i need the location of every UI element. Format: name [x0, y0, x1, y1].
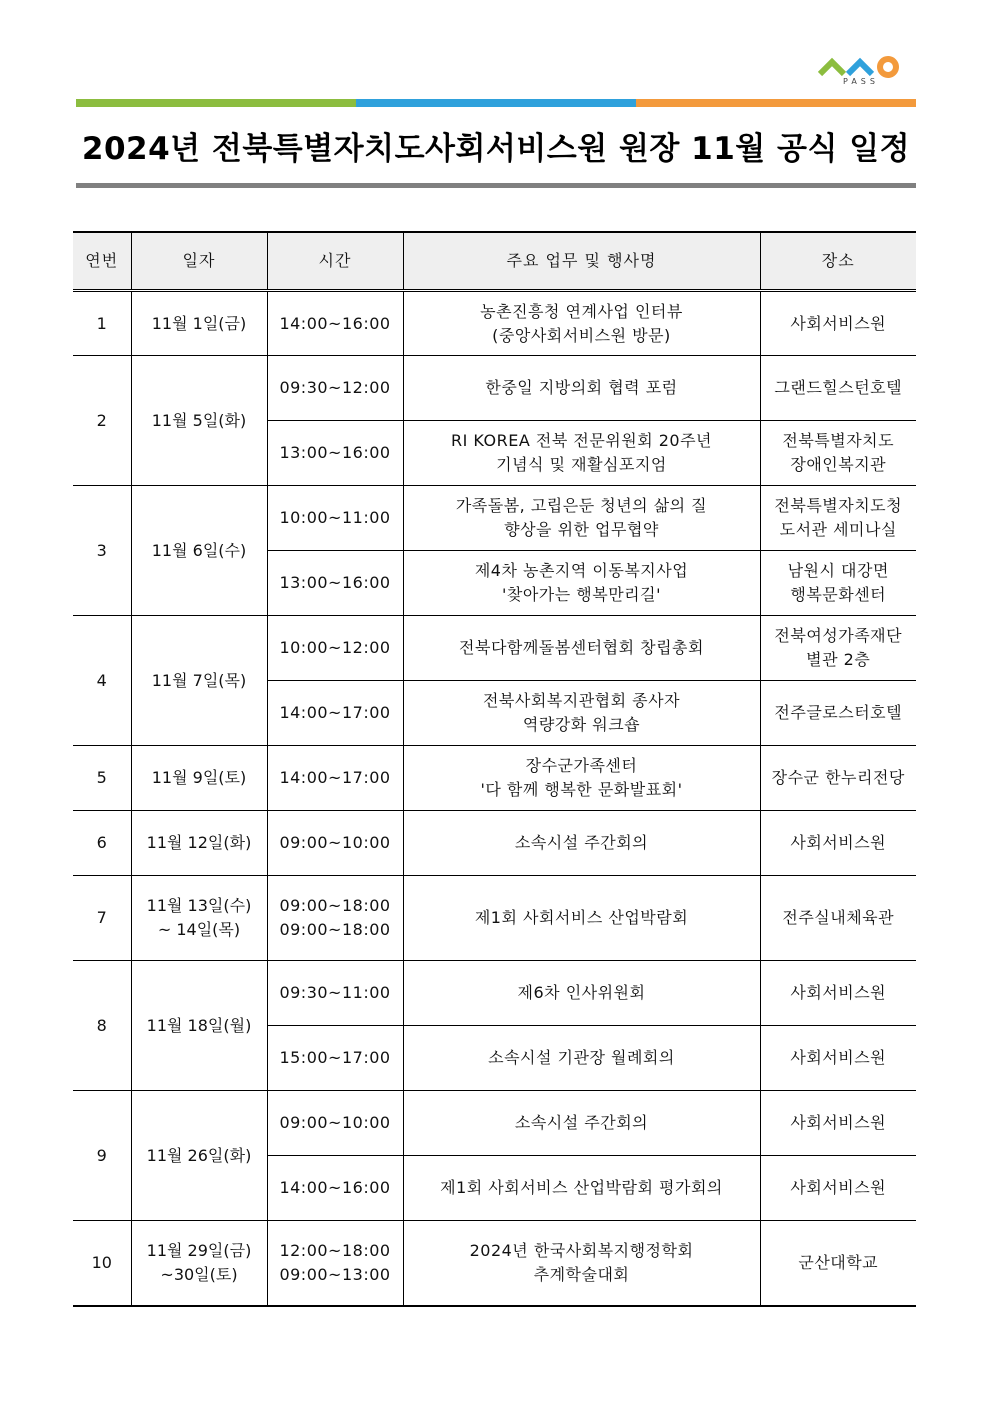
header-date: 일자 [131, 232, 267, 291]
row-event-line: '찾아가는 행복만리길' [502, 585, 661, 604]
row-place-line: 군산대학교 [798, 1252, 879, 1272]
row-time [267, 1091, 403, 1156]
row-event-line: 2024년 한국사회복지행정학회 [469, 1240, 694, 1260]
row-event-line: 역량강화 워크숍 [522, 715, 641, 734]
row-event [403, 681, 760, 746]
row-place-line: 별관 2층 [806, 650, 871, 669]
table-row [73, 811, 916, 876]
row-event-line: 제1회 사회서비스 산업박람회 평가회의 [440, 1178, 723, 1197]
row-time [267, 551, 403, 616]
row-time [267, 811, 403, 876]
header-time: 시간 [267, 232, 403, 291]
row-time-line: 09:00~18:00 [279, 896, 391, 915]
row-date-line: 11월 12일(화) [146, 833, 252, 852]
row-time [267, 356, 403, 421]
row-place-line: 사회서비스원 [790, 1048, 887, 1067]
color-bar-blue [356, 99, 636, 107]
row-place [760, 486, 916, 551]
row-time-line: 10:00~12:00 [279, 638, 391, 657]
table-row [73, 1221, 916, 1306]
row-event [403, 421, 760, 486]
row-event-line: 향상을 위한 업무협약 [504, 520, 659, 539]
row-number: 8 [73, 961, 131, 1091]
row-event-line: 기념식 및 재활심포지엄 [496, 455, 667, 474]
row-place-line: 사회서비스원 [790, 1178, 887, 1197]
row-number: 6 [73, 811, 131, 876]
row-event [403, 1091, 760, 1156]
row-number: 9 [73, 1091, 131, 1221]
row-event [403, 961, 760, 1026]
row-event [403, 1221, 760, 1306]
row-event-line: 제4차 농촌지역 이동복지사업 [474, 561, 689, 580]
logo-text: PASS [843, 77, 879, 86]
row-place [760, 1221, 916, 1306]
row-event [403, 746, 760, 811]
row-time-line: 14:00~17:00 [279, 768, 391, 787]
row-event-line: 소속시설 주간회의 [514, 1113, 649, 1132]
row-event [403, 291, 760, 356]
row-date [131, 1221, 267, 1306]
row-place-line: 남원시 대강면 [787, 561, 889, 580]
header-no: 연번 [73, 232, 131, 291]
row-time-line: 09:30~11:00 [279, 983, 391, 1002]
row-number: 1 [73, 291, 131, 356]
table-row [73, 1091, 916, 1156]
schedule-body [73, 291, 916, 1306]
row-event-line: 농촌진흥청 연계사업 인터뷰 [480, 301, 683, 321]
table-row [73, 746, 916, 811]
row-time-line: 09:00~10:00 [279, 1113, 391, 1132]
row-date-line: 11월 5일(화) [151, 410, 247, 430]
header-event: 주요 업무 및 행사명 [403, 232, 760, 291]
row-event-line: 제6차 인사위원회 [517, 983, 646, 1002]
row-place-line: 전북여성가족재단 [774, 626, 903, 645]
row-place-line: 그랜드힐스턴호텔 [774, 378, 903, 397]
row-time-line: 14:00~16:00 [279, 313, 391, 333]
row-date [131, 291, 267, 356]
row-event-line: 장수군가족센터 [525, 756, 638, 775]
row-number: 4 [73, 616, 131, 746]
row-place-line: 사회서비스원 [790, 833, 887, 852]
color-bar-orange [636, 99, 916, 107]
table-row [73, 616, 916, 681]
row-place [760, 1026, 916, 1091]
row-place-line: 전주실내체육관 [782, 908, 895, 927]
row-number: 2 [73, 356, 131, 486]
row-time [267, 291, 403, 356]
row-date-line: 11월 1일(금) [151, 313, 247, 333]
row-event [403, 1156, 760, 1221]
row-time-line: 12:00~18:00 [279, 1240, 391, 1260]
table-header-row [73, 232, 916, 291]
row-event [403, 876, 760, 961]
row-event-line: RI KOREA 전북 전문위원회 20주년 [450, 431, 713, 450]
row-time-line: 09:00~13:00 [279, 1264, 391, 1284]
row-number: 10 [73, 1221, 131, 1306]
row-event-line: 소속시설 기관장 월례회의 [488, 1048, 675, 1067]
table-row [73, 486, 916, 551]
row-date-line: 11월 26일(화) [146, 1145, 252, 1165]
row-place [760, 421, 916, 486]
row-time-line: 13:00~16:00 [279, 573, 391, 592]
row-event-line: 가족돌봄, 고립은둔 청년의 삶의 질 [455, 496, 708, 515]
row-event [403, 616, 760, 681]
row-time [267, 1156, 403, 1221]
row-event-line: 추계학술대회 [533, 1264, 630, 1284]
row-time-line: 09:30~12:00 [279, 378, 391, 397]
table-row [73, 356, 916, 421]
row-place [760, 291, 916, 356]
row-event [403, 486, 760, 551]
row-place [760, 356, 916, 421]
row-place-line: 행복문화센터 [790, 585, 887, 604]
table-row [73, 961, 916, 1026]
row-event-line: 소속시설 주간회의 [514, 833, 649, 852]
row-place [760, 551, 916, 616]
row-place [760, 616, 916, 681]
row-event [403, 356, 760, 421]
row-date-line: ~ 14일(목) [157, 920, 241, 939]
title-divider [76, 183, 916, 188]
row-date [131, 876, 267, 961]
row-place-line: 전주글로스터호텔 [774, 703, 903, 722]
row-place-line: 전북특별자치도청 [774, 496, 903, 515]
row-place-line: 도서관 세미나실 [779, 520, 897, 539]
row-time [267, 421, 403, 486]
row-place-line: 전북특별자치도 [782, 431, 895, 450]
table-row [73, 291, 916, 356]
row-time [267, 681, 403, 746]
row-event-line: '다 함께 행복한 문화발표회' [480, 780, 683, 799]
row-place-line: 장수군 한누리전당 [771, 768, 905, 787]
row-date-line: ~30일(토) [160, 1264, 238, 1284]
row-date [131, 356, 267, 486]
row-date [131, 486, 267, 616]
row-place-line: 사회서비스원 [790, 1113, 887, 1132]
row-date-line: 11월 7일(목) [151, 670, 247, 690]
header-color-bar [76, 99, 916, 107]
row-event [403, 551, 760, 616]
row-event-line: 전북사회복지관협회 종사자 [482, 691, 681, 710]
row-time-line: 13:00~16:00 [279, 443, 391, 462]
row-date-line: 11월 29일(금) [146, 1240, 252, 1260]
row-time [267, 746, 403, 811]
row-date [131, 811, 267, 876]
row-place [760, 1156, 916, 1221]
row-time-line: 09:00~10:00 [279, 833, 391, 852]
row-number: 3 [73, 486, 131, 616]
row-date-line: 11월 18일(월) [146, 1015, 252, 1035]
row-time [267, 1026, 403, 1091]
row-date [131, 961, 267, 1091]
row-time [267, 961, 403, 1026]
row-time-line: 09:00~18:00 [279, 920, 391, 939]
row-place-line: 장애인복지관 [790, 455, 887, 474]
row-time-line: 14:00~17:00 [279, 703, 391, 722]
row-place [760, 1091, 916, 1156]
page-title: 2024년 전북특별자치도사회서비스원 원장 11월 공식 일정 [81, 131, 911, 167]
row-date-line: 11월 6일(수) [151, 540, 247, 560]
table-row [73, 876, 916, 961]
row-place-line: 사회서비스원 [790, 983, 887, 1002]
row-time [267, 1221, 403, 1306]
color-bar-green [76, 99, 356, 107]
row-date [131, 746, 267, 811]
row-time [267, 616, 403, 681]
row-event-line: 제1회 사회서비스 산업박람회 [474, 908, 689, 927]
row-time [267, 486, 403, 551]
row-place [760, 961, 916, 1026]
row-event [403, 811, 760, 876]
row-time-line: 15:00~17:00 [279, 1048, 391, 1067]
row-event [403, 1026, 760, 1091]
row-event-line: (중앙사회서비스원 방문) [492, 325, 671, 345]
row-place [760, 876, 916, 961]
header-place: 장소 [760, 232, 916, 291]
row-place-line: 사회서비스원 [790, 313, 887, 333]
row-event-line: 전북다함께돌봄센터협회 창립총회 [459, 638, 704, 657]
row-time-line: 10:00~11:00 [279, 508, 391, 527]
row-time [267, 876, 403, 961]
row-date [131, 616, 267, 746]
row-date-line: 11월 13일(수) [146, 896, 252, 915]
row-time-line: 14:00~16:00 [279, 1178, 391, 1197]
row-number: 5 [73, 746, 131, 811]
row-date [131, 1091, 267, 1221]
row-number: 7 [73, 876, 131, 961]
row-place [760, 811, 916, 876]
row-place [760, 746, 916, 811]
schedule-table [73, 231, 916, 1307]
row-place [760, 681, 916, 746]
row-event-line: 한중일 지방의회 협력 포럼 [485, 378, 678, 397]
row-date-line: 11월 9일(토) [151, 768, 247, 787]
